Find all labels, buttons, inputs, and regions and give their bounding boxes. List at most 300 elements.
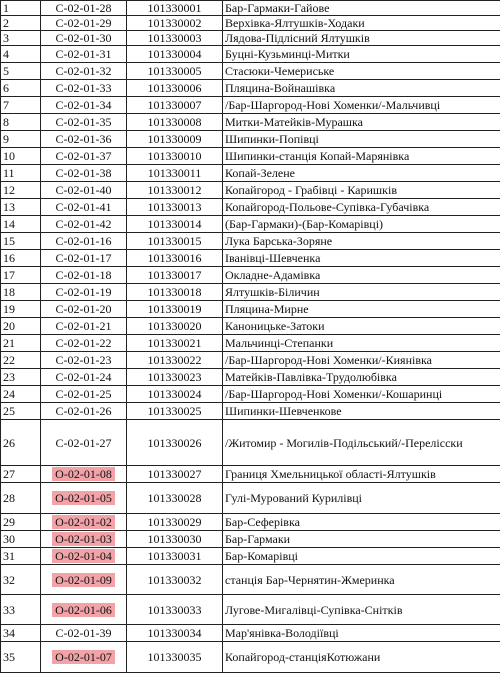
row-number-cell <box>1 318 41 335</box>
road-id-cell <box>127 216 223 233</box>
road-code-cell <box>41 250 127 267</box>
road-code-cell <box>41 466 127 483</box>
road-name: станція Бар-Чернятин-Жмеринка <box>225 573 395 587</box>
road-code-cell <box>41 80 127 97</box>
road-code-cell <box>41 514 127 531</box>
row-number: 4 <box>3 47 9 61</box>
road-code-highlighted: О-02-01-09 <box>52 573 115 587</box>
road-code-cell <box>41 63 127 80</box>
road-id-cell <box>127 182 223 199</box>
row-number: 2 <box>3 16 9 30</box>
road-id-cell <box>127 466 223 483</box>
row-number-cell <box>1 352 41 369</box>
road-code: С-02-01-35 <box>56 115 112 129</box>
road-id: 101330026 <box>148 436 202 450</box>
road-id: 101330035 <box>148 650 202 664</box>
road-code-cell <box>41 131 127 148</box>
road-id: 101330027 <box>148 467 202 481</box>
row-number: 32 <box>3 573 15 587</box>
table-row <box>1 369 500 386</box>
row-number: 11 <box>3 166 15 180</box>
road-id-cell <box>127 16 223 31</box>
road-code: С-02-01-36 <box>56 132 112 146</box>
road-code-highlighted: О-02-01-06 <box>52 603 115 617</box>
road-id-cell <box>127 114 223 131</box>
row-number-cell <box>1 335 41 352</box>
row-number: 28 <box>3 491 15 505</box>
road-id: 101330016 <box>148 251 202 265</box>
table-row <box>1 199 500 216</box>
road-code: С-02-01-17 <box>56 251 112 265</box>
road-id-cell <box>127 386 223 403</box>
road-code: С-02-01-27 <box>56 436 112 450</box>
row-number: 20 <box>3 319 15 333</box>
row-number-cell <box>1 31 41 46</box>
row-number-cell <box>1 386 41 403</box>
road-id: 101330020 <box>148 319 202 333</box>
road-code: С-02-01-26 <box>56 404 112 418</box>
road-name: Окладне-Адамівка <box>225 268 320 282</box>
row-number: 25 <box>3 404 15 418</box>
road-name: /Житомир - Могилів-Подільський/-Перелісски <box>225 436 463 450</box>
row-number-cell <box>1 199 41 216</box>
road-name-cell <box>223 531 500 548</box>
road-code-cell <box>41 335 127 352</box>
road-name-cell <box>223 233 500 250</box>
road-code-cell <box>41 642 127 673</box>
road-id: 101330019 <box>148 302 202 316</box>
row-number: 17 <box>3 268 15 282</box>
road-name: Лука Барська-Зоряне <box>225 234 332 248</box>
road-name-cell <box>223 1 500 16</box>
table-row <box>1 182 500 199</box>
road-id: 101330001 <box>148 1 202 15</box>
road-code: С-02-01-23 <box>56 353 112 367</box>
road-code-cell <box>41 1 127 16</box>
road-id: 101330010 <box>148 149 202 163</box>
row-number-cell <box>1 625 41 642</box>
road-code: С-02-01-39 <box>56 626 112 640</box>
road-name-cell <box>223 131 500 148</box>
road-name: Копайгород-Польове-Супівка-Губачівка <box>225 200 429 214</box>
row-number-cell <box>1 284 41 301</box>
road-code-cell <box>41 352 127 369</box>
road-code-cell <box>41 301 127 318</box>
road-code: С-02-01-28 <box>56 1 112 15</box>
table-row <box>1 80 500 97</box>
road-code-cell <box>41 403 127 420</box>
row-number: 30 <box>3 532 15 546</box>
road-id-cell <box>127 548 223 565</box>
road-name-cell <box>223 165 500 182</box>
road-name-cell <box>223 182 500 199</box>
road-name: Копайгород - Грабівці - Каришків <box>225 183 397 197</box>
table-row <box>1 250 500 267</box>
row-number-cell <box>1 46 41 63</box>
table-row <box>1 318 500 335</box>
road-id-cell <box>127 531 223 548</box>
road-name-cell <box>223 199 500 216</box>
table-row <box>1 216 500 233</box>
road-code: С-02-01-42 <box>56 217 112 231</box>
row-number-cell <box>1 548 41 565</box>
road-code-cell <box>41 595 127 625</box>
roads-table-body <box>1 1 500 673</box>
road-name-cell <box>223 80 500 97</box>
road-code: С-02-01-31 <box>56 47 112 61</box>
road-code-cell <box>41 216 127 233</box>
road-id: 101330003 <box>148 31 202 45</box>
road-code-highlighted: О-02-01-05 <box>52 491 115 505</box>
row-number: 6 <box>3 81 9 95</box>
road-name-cell <box>223 466 500 483</box>
table-row <box>1 514 500 531</box>
row-number: 22 <box>3 353 15 367</box>
road-name-cell <box>223 148 500 165</box>
road-name: Митки-Матейків-Мурашка <box>225 115 363 129</box>
road-name: /Бар-Шаргород-Нові Хоменки/-Кошаринці <box>225 387 442 401</box>
road-name-cell <box>223 595 500 625</box>
road-code-cell <box>41 369 127 386</box>
road-code-cell <box>41 483 127 514</box>
road-id-cell <box>127 1 223 16</box>
road-id: 101330006 <box>148 81 202 95</box>
road-name-cell <box>223 63 500 80</box>
table-row <box>1 466 500 483</box>
road-name: Іванівці-Шевченка <box>225 251 320 265</box>
road-name-cell <box>223 46 500 63</box>
road-code: С-02-01-19 <box>56 285 112 299</box>
road-code-cell <box>41 531 127 548</box>
table-row <box>1 16 500 31</box>
road-code: С-02-01-22 <box>56 336 112 350</box>
road-code: С-02-01-32 <box>56 64 112 78</box>
row-number-cell <box>1 16 41 31</box>
table-row <box>1 284 500 301</box>
road-code: С-02-01-34 <box>56 98 112 112</box>
road-id: 101330011 <box>148 166 202 180</box>
table-row <box>1 301 500 318</box>
row-number-cell <box>1 148 41 165</box>
road-id-cell <box>127 403 223 420</box>
road-id-cell <box>127 97 223 114</box>
road-id: 101330029 <box>148 515 202 529</box>
road-id-cell <box>127 250 223 267</box>
road-name-cell <box>223 483 500 514</box>
road-code: С-02-01-30 <box>56 31 112 45</box>
road-name: Бар-Гармаки <box>225 532 290 546</box>
row-number-cell <box>1 216 41 233</box>
road-id-cell <box>127 31 223 46</box>
table-row <box>1 565 500 595</box>
row-number: 24 <box>3 387 15 401</box>
row-number: 14 <box>3 217 15 231</box>
road-code-cell <box>41 114 127 131</box>
road-name-cell <box>223 97 500 114</box>
road-name-cell <box>223 267 500 284</box>
road-code-cell <box>41 46 127 63</box>
road-id-cell <box>127 233 223 250</box>
road-name-cell <box>223 642 500 673</box>
road-code: С-02-01-29 <box>56 16 112 30</box>
road-name: Лугове-Мигалівці-Супівка-Снітків <box>225 603 403 617</box>
row-number: 35 <box>3 650 15 664</box>
road-name-cell <box>223 31 500 46</box>
road-code: С-02-01-21 <box>56 319 112 333</box>
road-code-cell <box>41 148 127 165</box>
road-name-cell <box>223 369 500 386</box>
row-number-cell <box>1 531 41 548</box>
road-code: С-02-01-40 <box>56 183 112 197</box>
road-id-cell <box>127 284 223 301</box>
row-number-cell <box>1 420 41 466</box>
row-number: 1 <box>3 1 9 15</box>
row-number: 15 <box>3 234 15 248</box>
road-code-cell <box>41 318 127 335</box>
table-row <box>1 1 500 16</box>
table-row <box>1 531 500 548</box>
road-name: Шипинки-станція Копай-Марянівка <box>225 149 409 163</box>
row-number: 3 <box>3 31 9 45</box>
road-name: Мальчинці-Степанки <box>225 336 333 350</box>
row-number-cell <box>1 642 41 673</box>
road-name-cell <box>223 284 500 301</box>
row-number: 12 <box>3 183 15 197</box>
table-row <box>1 267 500 284</box>
road-id: 101330015 <box>148 234 202 248</box>
row-number-cell <box>1 565 41 595</box>
row-number: 8 <box>3 115 9 129</box>
road-code: С-02-01-18 <box>56 268 112 282</box>
row-number-cell <box>1 114 41 131</box>
road-code: С-02-01-38 <box>56 166 112 180</box>
road-id-cell <box>127 148 223 165</box>
row-number-cell <box>1 63 41 80</box>
road-name: Матейків-Павлівка-Трудолюбівка <box>225 370 397 384</box>
road-id-cell <box>127 199 223 216</box>
road-id: 101330014 <box>148 217 202 231</box>
table-row <box>1 131 500 148</box>
row-number: 7 <box>3 98 9 112</box>
road-id: 101330012 <box>148 183 202 197</box>
road-name: Верхівка-Ялтушків-Ходаки <box>225 16 365 30</box>
road-id-cell <box>127 80 223 97</box>
road-name: /Бар-Шаргород-Нові Хоменки/-Киянівка <box>225 353 432 367</box>
road-id: 101330022 <box>148 353 202 367</box>
road-id-cell <box>127 595 223 625</box>
table-row <box>1 148 500 165</box>
road-id: 101330002 <box>148 16 202 30</box>
road-id: 101330009 <box>148 132 202 146</box>
road-id-cell <box>127 267 223 284</box>
road-name: Лядова-Підлісний Ялтушків <box>225 31 370 45</box>
road-name: Ялтушків-Біличин <box>225 285 320 299</box>
road-id: 101330034 <box>148 626 202 640</box>
road-code-cell <box>41 267 127 284</box>
road-name-cell <box>223 625 500 642</box>
row-number: 29 <box>3 515 15 529</box>
road-name-cell <box>223 335 500 352</box>
road-code-highlighted: О-02-01-02 <box>52 515 115 529</box>
road-name: Пляцина-Войнашівка <box>225 81 335 95</box>
table-row <box>1 63 500 80</box>
road-id-cell <box>127 625 223 642</box>
road-name-cell <box>223 403 500 420</box>
road-name-cell <box>223 250 500 267</box>
road-name: Копайгород-станціяКотюжани <box>225 650 380 664</box>
row-number: 9 <box>3 132 9 146</box>
table-row <box>1 352 500 369</box>
road-id: 101330024 <box>148 387 202 401</box>
row-number-cell <box>1 301 41 318</box>
road-id: 101330028 <box>148 491 202 505</box>
road-id-cell <box>127 131 223 148</box>
road-code-cell <box>41 31 127 46</box>
row-number-cell <box>1 182 41 199</box>
road-name: Бар-Сеферівка <box>225 515 300 529</box>
road-code-cell <box>41 16 127 31</box>
table-row <box>1 114 500 131</box>
road-id: 101330008 <box>148 115 202 129</box>
road-id: 101330005 <box>148 64 202 78</box>
road-id: 101330023 <box>148 370 202 384</box>
road-id-cell <box>127 301 223 318</box>
road-code-cell <box>41 199 127 216</box>
table-row <box>1 420 500 466</box>
road-id: 101330032 <box>148 573 202 587</box>
road-name: Гулі-Мурований Курилівці <box>225 491 362 505</box>
row-number-cell <box>1 233 41 250</box>
table-row <box>1 483 500 514</box>
row-number: 10 <box>3 149 15 163</box>
road-id-cell <box>127 514 223 531</box>
row-number-cell <box>1 267 41 284</box>
road-name: Каноницьке-Затоки <box>225 319 325 333</box>
road-code: С-02-01-41 <box>56 200 112 214</box>
road-name: Границя Хмельницької області-Ялтушків <box>225 467 436 481</box>
road-code-cell <box>41 233 127 250</box>
row-number: 23 <box>3 370 15 384</box>
road-id-cell <box>127 420 223 466</box>
row-number: 34 <box>3 626 15 640</box>
row-number-cell <box>1 403 41 420</box>
row-number-cell <box>1 131 41 148</box>
row-number: 31 <box>3 549 15 563</box>
road-code: С-02-01-20 <box>56 302 112 316</box>
road-name: Бар-Комарівці <box>225 549 298 563</box>
road-code-cell <box>41 182 127 199</box>
road-name-cell <box>223 548 500 565</box>
road-id: 101330007 <box>148 98 202 112</box>
road-name-cell <box>223 16 500 31</box>
row-number: 18 <box>3 285 15 299</box>
row-number-cell <box>1 250 41 267</box>
road-id: 101330030 <box>148 532 202 546</box>
road-name: Шипинки-Попівці <box>225 132 319 146</box>
table-row <box>1 31 500 46</box>
road-name: Буцні-Кузьминці-Митки <box>225 47 350 61</box>
road-id: 101330025 <box>148 404 202 418</box>
row-number: 19 <box>3 302 15 316</box>
row-number-cell <box>1 514 41 531</box>
table-row <box>1 403 500 420</box>
table-row <box>1 625 500 642</box>
road-id-cell <box>127 369 223 386</box>
table-row <box>1 97 500 114</box>
row-number-cell <box>1 595 41 625</box>
road-name: Шипинки-Шевченкове <box>225 404 342 418</box>
row-number-cell <box>1 80 41 97</box>
road-code: С-02-01-25 <box>56 387 112 401</box>
road-id: 101330021 <box>148 336 202 350</box>
road-code-highlighted: О-02-01-08 <box>52 467 115 481</box>
road-code: С-02-01-33 <box>56 81 112 95</box>
table-row <box>1 548 500 565</box>
road-id: 101330018 <box>148 285 202 299</box>
road-name: Бар-Гармаки-Гайове <box>225 1 329 15</box>
road-id-cell <box>127 352 223 369</box>
row-number: 16 <box>3 251 15 265</box>
road-name: Пляцина-Мирне <box>225 302 309 316</box>
road-code-highlighted: О-02-01-04 <box>52 549 115 563</box>
road-code-highlighted: О-02-01-07 <box>52 650 115 664</box>
road-code-cell <box>41 97 127 114</box>
road-code: С-02-01-24 <box>56 370 112 384</box>
road-code-cell <box>41 565 127 595</box>
road-id: 101330004 <box>148 47 202 61</box>
road-name-cell <box>223 565 500 595</box>
road-id-cell <box>127 483 223 514</box>
road-name: Копай-Зелене <box>225 166 295 180</box>
row-number: 5 <box>3 64 9 78</box>
row-number-cell <box>1 483 41 514</box>
table-row <box>1 233 500 250</box>
road-id: 101330033 <box>148 603 202 617</box>
table-row <box>1 642 500 673</box>
road-id-cell <box>127 642 223 673</box>
row-number: 26 <box>3 436 15 450</box>
road-id-cell <box>127 165 223 182</box>
road-id-cell <box>127 565 223 595</box>
road-id-cell <box>127 63 223 80</box>
road-id: 101330031 <box>148 549 202 563</box>
row-number-cell <box>1 97 41 114</box>
road-id-cell <box>127 318 223 335</box>
table-row <box>1 165 500 182</box>
row-number-cell <box>1 466 41 483</box>
table-row <box>1 386 500 403</box>
row-number-cell <box>1 1 41 16</box>
row-number: 13 <box>3 200 15 214</box>
road-name-cell <box>223 318 500 335</box>
road-id: 101330013 <box>148 200 202 214</box>
row-number: 27 <box>3 467 15 481</box>
table-row <box>1 595 500 625</box>
road-code: С-02-01-37 <box>56 149 112 163</box>
table-row <box>1 46 500 63</box>
road-id-cell <box>127 46 223 63</box>
table-row <box>1 335 500 352</box>
road-code-cell <box>41 548 127 565</box>
road-name: Мар'янівка-Володіївці <box>225 626 339 640</box>
road-code-cell <box>41 420 127 466</box>
road-code-cell <box>41 625 127 642</box>
row-number: 21 <box>3 336 15 350</box>
road-code-cell <box>41 165 127 182</box>
road-code: С-02-01-16 <box>56 234 112 248</box>
road-code-cell <box>41 386 127 403</box>
road-id: 101330017 <box>148 268 202 282</box>
